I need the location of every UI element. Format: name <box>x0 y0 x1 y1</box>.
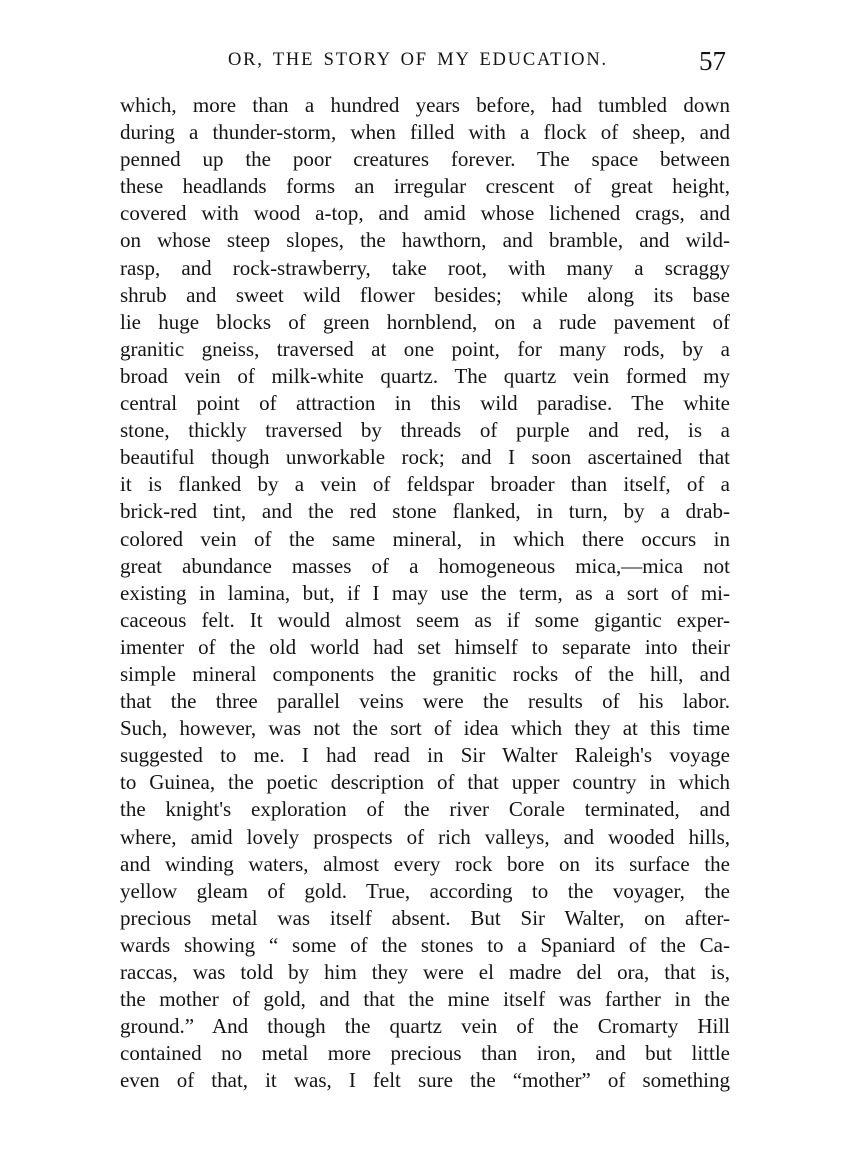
text-line: raccas, was told by him they were el madre del ora, that is, <box>120 960 730 984</box>
text-line: these headlands forms an irregular crescent of great height, <box>120 174 730 199</box>
text-line: the mother of gold, and that the mine itself was farther in the <box>120 987 730 1012</box>
text-line: suggested to me. I had read in Sir Walter Raleigh's voyage <box>120 743 730 768</box>
text-line: yellow gleam of gold. True, according to the voyager, the <box>120 878 730 903</box>
text-line: granitic gneiss, traversed at one point, for many rods, by a <box>120 336 730 361</box>
text-line: on whose steep slopes, the hawthorn, and bramble, and wild- <box>120 228 730 253</box>
text-line: the knight's exploration of the river Corale terminated, and <box>120 797 730 822</box>
text-line: stone, thickly traversed by threads of purple and red, is a <box>120 418 730 443</box>
text-line: central point of attraction in this wild paradise. The white <box>120 391 730 416</box>
text-line: lie huge blocks of green hornblend, on a rude pavement of <box>120 309 730 334</box>
text-line: precious metal was itself absent. But Sir Walter, on after- <box>120 905 730 930</box>
text-line: covered with wood a-top, and amid whose lichened crags, and <box>120 201 730 226</box>
text-line: colored vein of the same mineral, in which there occurs in <box>120 526 730 551</box>
text-line: that the three parallel veins were the results of his labor. <box>120 689 730 714</box>
text-line: penned up the poor creatures forever. The space between <box>120 147 730 172</box>
page-number: 57 <box>699 46 726 76</box>
text-line: ground.” And though the quartz vein of the Cromarty Hill <box>120 1014 730 1039</box>
text-line: during a thunder-storm, when filled with a flock of sheep, and <box>120 120 730 145</box>
text-line: caceous felt. It would almost seem as if some gigantic exper- <box>120 607 730 632</box>
text-line: brick-red tint, and the red stone flanked, in turn, by a drab- <box>120 499 730 524</box>
text-line: which, more than a hundred years before, had tumbled down <box>120 93 730 117</box>
running-title: OR, THE STORY OF MY EDUCATION. <box>228 50 608 70</box>
text-line: contained no metal more precious than iron, and but little <box>120 1041 730 1066</box>
text-line: shrub and sweet wild flower besides; while along its base <box>120 282 730 307</box>
text-line: beautiful though unworkable rock; and I soon ascertained that <box>120 445 730 470</box>
text-line: great abundance masses of a homogeneous mica,—mica not <box>120 553 730 578</box>
text-line: imenter of the old world had set himself to separate into their <box>120 634 730 659</box>
text-line: simple mineral components the granitic rocks of the hill, and <box>120 661 730 686</box>
text-line: rasp, and rock-strawberry, take root, with many a scraggy <box>120 255 730 280</box>
text-line: where, amid lovely prospects of rich valleys, and wooded hills, <box>120 824 730 849</box>
text-line: and winding waters, almost every rock bore on its surface the <box>120 851 730 876</box>
text-line: Such, however, was not the sort of idea which they at this time <box>120 716 730 741</box>
text-line: broad vein of milk-white quartz. The quartz vein formed my <box>120 363 730 388</box>
text-line: existing in lamina, but, if I may use the term, as a sort of mi- <box>120 580 730 605</box>
text-line: it is flanked by a vein of feldspar broader than itself, of a <box>120 472 730 497</box>
body-text <box>120 92 730 1094</box>
text-line: to Guinea, the poetic description of that upper country in which <box>120 770 730 795</box>
running-header <box>120 46 732 80</box>
text-line: even of that, it was, I felt sure the “mother” of something <box>120 1068 730 1093</box>
text-line: wards showing “ some of the stones to a Spaniard of the Ca- <box>120 932 730 957</box>
